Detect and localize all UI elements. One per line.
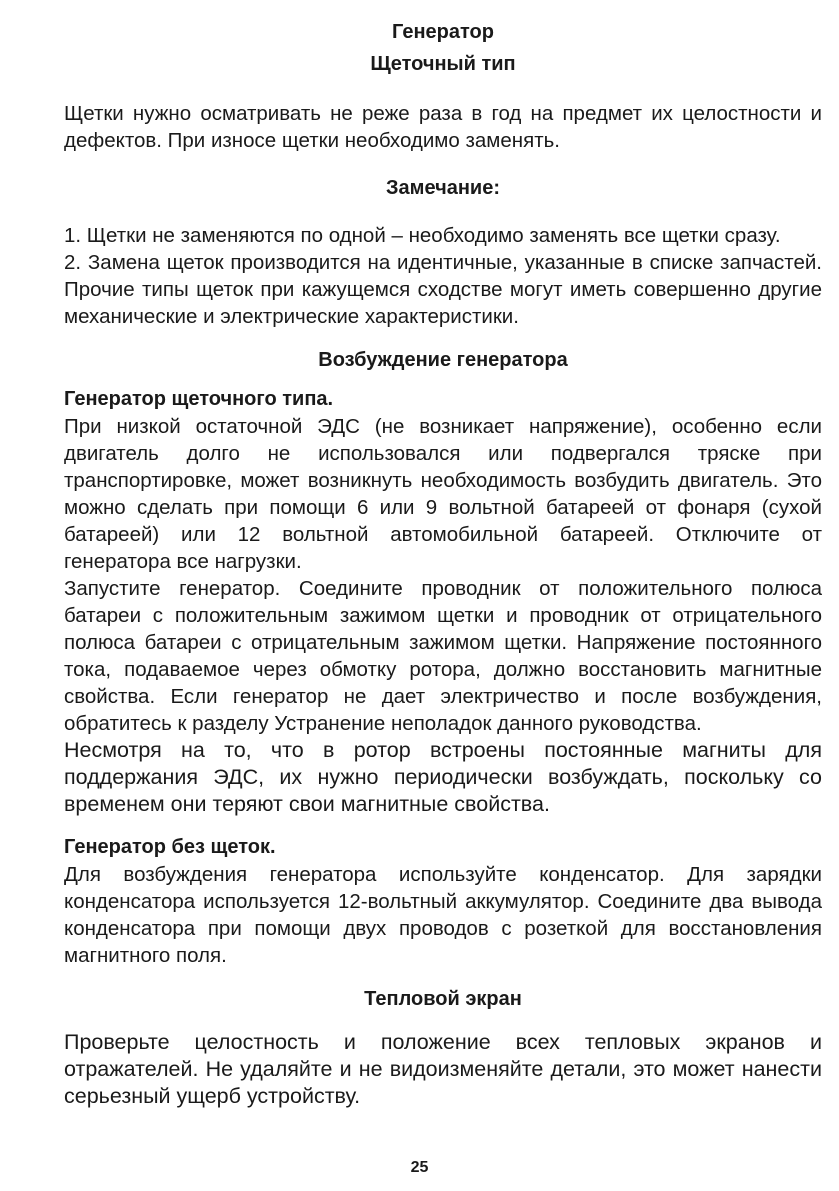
brushless-paragraph: Для возбуждения генератора используйте конденсатор. Для зарядки конденсатора используется 12-вольтный аккумулятор. Соедините два вывода конденсатора при помощи двух проводов с розеткой для восстановления магнитного поля. [64,863,822,967]
note-heading: Замечание: [386,177,500,199]
note-item-1: 1. Щетки не заменяются по одной – необходимо заменять все щетки сразу. [64,224,781,247]
page-number: 25 [410,1159,429,1176]
brush-type-paragraph-3: Несмотря на то, что в ротор встроены постоянные магниты для поддержания ЭДС, их нужно периодически возбуждать, поскольку со временем они теряют свои магнитные свойства. [64,738,822,816]
brush-type-paragraph-1: При низкой остаточной ЭДС (не возникает напряжение), особенно если двигатель долго не использовался или подвергался тряске при транспортировке, может возникнуть необходимость возбудить двигатель. Это можно сделать при помощи 6 или 9 вольтной батареей от фонаря (сухой батареей) или 12 вольтной автомобильной батареей. Отключите от генератора все нагрузки. [64,415,822,573]
page-subtitle: Щеточный тип [370,53,516,75]
brushless-heading: Генератор без щеток. [64,836,276,858]
heat-shield-paragraph: Проверьте целостность и положение всех тепловых экранов и отражателей. Не удаляйте и не видоизменяйте детали, это может нанести серьезный ущерб устройству. [64,1030,822,1108]
note-item-2: 2. Замена щеток производится на идентичные, указанные в списке запчастей. Прочие типы щеток при кажущемся сходстве могут иметь совершенно другие механические и электрические характеристики. [64,251,822,328]
excitation-heading: Возбуждение генератора [318,349,568,371]
page-title: Генератор [392,21,494,43]
heat-shield-heading: Тепловой экран [364,988,522,1010]
brush-type-paragraph-2: Запустите генератор. Соедините проводник от положительного полюса батареи с положительным зажимом щетки и проводник от отрицательного полюса батареи с отрицательным зажимом щетки. Напряжение постоянного тока, подаваемое через обмотку ротора, должно восстановить магнитные свойства. Если генератор не дает электричество и после возбуждения, обратитесь к разделу Устранение неполадок данного руководства. [64,577,822,735]
document-page [64,18,822,1110]
brush-type-heading: Генератор щеточного типа. [64,388,334,410]
brush-intro-paragraph: Щетки нужно осматривать не реже раза в год на предмет их целостности и дефектов. При износе щетки необходимо заменять. [64,102,822,152]
